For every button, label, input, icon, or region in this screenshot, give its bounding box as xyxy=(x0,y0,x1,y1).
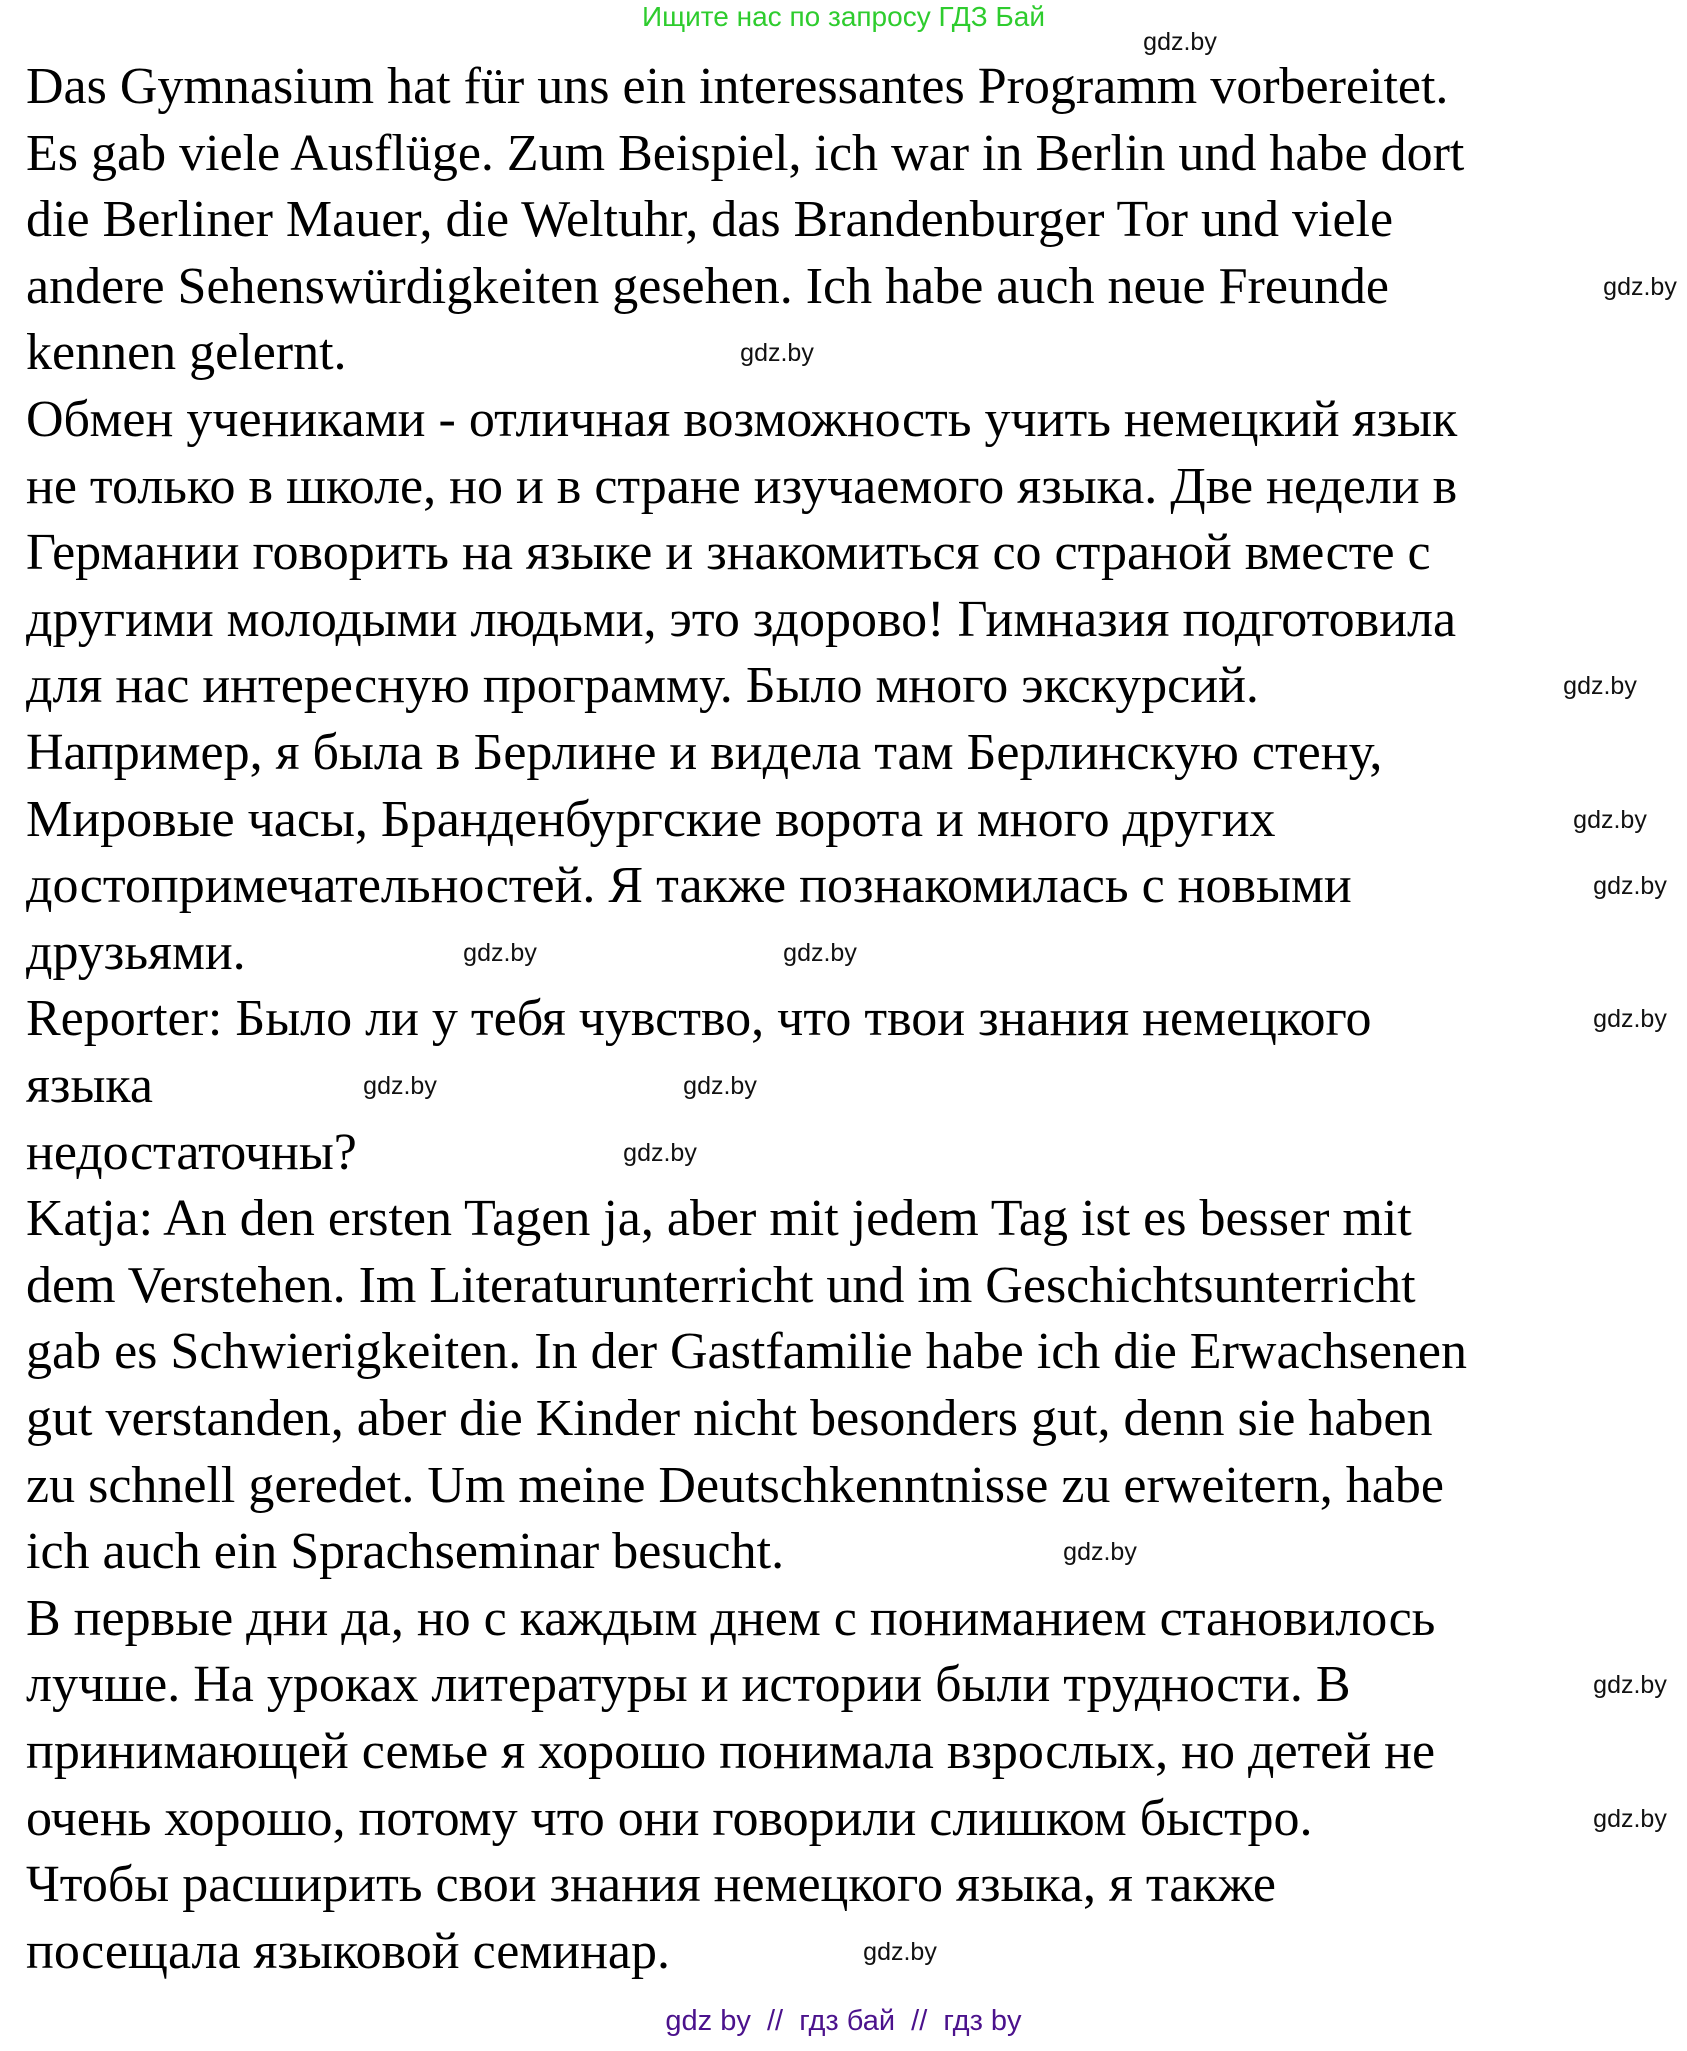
watermark-text: gdz.by xyxy=(463,938,537,967)
text-line: kennen gelernt. xyxy=(26,324,347,382)
text-line: dem Verstehen. Im Literaturunterricht und im Geschichtsunterricht xyxy=(26,1256,1416,1314)
text-line: друзьями. xyxy=(26,923,246,981)
text-line: посещала языковой семинар. xyxy=(26,1922,671,1980)
text-line: zu schnell geredet. Um meine Deutschkenntnisse zu erweitern, habe xyxy=(26,1456,1444,1514)
text-line: gab es Schwierigkeiten. In der Gastfamilie habe ich die Erwachsenen xyxy=(26,1323,1467,1381)
watermark-text: gdz.by xyxy=(1593,1005,1667,1034)
text-line: очень хорошо, потому что они говорили слишком быстро. xyxy=(26,1789,1313,1847)
watermark-text: gdz.by xyxy=(1603,272,1677,301)
watermark-text: gdz.by xyxy=(363,1072,437,1100)
text-line: лучше. На уроках литературы и истории были трудности. В xyxy=(26,1656,1351,1714)
site-footer-links: gdz by // гдз бай // гдз by xyxy=(665,2005,1022,2037)
watermark-text: gdz.by xyxy=(783,938,857,967)
site-header-banner: Ищите нас по запросу ГДЗ Бай xyxy=(641,1,1046,32)
text-line: andere Sehenswürdigkeiten gesehen. Ich habe auch neue Freunde xyxy=(26,257,1389,315)
watermark-text: gdz.by xyxy=(1593,1804,1667,1833)
text-line: Обмен учениками - отличная возможность учить немецкий язык xyxy=(26,391,1458,448)
text-line: Es gab viele Ausflüge. Zum Beispiel, ich war in Berlin und habe dort xyxy=(26,124,1465,182)
text-line: ich auch ein Sprachseminar besucht. xyxy=(26,1523,785,1581)
watermark-text: gdz.by xyxy=(1593,872,1667,901)
text-line: Reporter: Было ли у тебя чувство, что твои знания немецкого xyxy=(26,990,1372,1048)
text-line: принимающей семье я хорошо понимала взрослых, но детей не xyxy=(26,1723,1436,1780)
watermark-text: gdz.by xyxy=(740,339,814,368)
text-line: Katja: An den ersten Tagen ja, aber mit jedem Tag ist es besser mit xyxy=(26,1190,1412,1248)
text-line: Чтобы расширить свои знания немецкого языка, я также xyxy=(26,1856,1276,1914)
text-line: достопримечательностей. Я также познакомилась с новыми xyxy=(26,857,1352,915)
text-line: для нас интересную программу. Было много экскурсий. xyxy=(26,657,1259,715)
text-line: Мировые часы, Бранденбургские ворота и много других xyxy=(26,790,1276,848)
text-line: Германии говорить на языке и знакомиться со страной вместе с xyxy=(26,524,1431,582)
watermark-text: gdz.by xyxy=(1593,1671,1667,1700)
text-line: Das Gymnasium hat für uns ein interessantes Programm vorbereitet. xyxy=(26,58,1449,115)
watermark-text: gdz.by xyxy=(1573,805,1647,834)
watermark-text: gdz.by xyxy=(1143,28,1217,56)
text-line: не только в школе, но и в стране изучаемого языка. Две недели в xyxy=(26,457,1458,515)
text-line: Например, я была в Берлине и видела там Берлинскую стену, xyxy=(26,724,1383,781)
text-line: die Berliner Mauer, die Weltuhr, das Brandenburger Tor und viele xyxy=(26,191,1394,249)
watermark-text: gdz.by xyxy=(623,1138,697,1167)
text-line: языка xyxy=(26,1057,153,1114)
text-line: недостаточны? xyxy=(26,1123,357,1181)
watermark-text: gdz.by xyxy=(863,1937,937,1966)
text-line: другими молодыми людьми, это здорово! Гимназия подготовила xyxy=(26,590,1457,648)
text-line: gut verstanden, aber die Kinder nicht besonders gut, denn sie haben xyxy=(26,1390,1433,1447)
watermark-text: gdz.by xyxy=(1063,1538,1137,1567)
text-line: В первые дни да, но с каждым днем с пониманием становилось xyxy=(26,1589,1436,1647)
watermark-text: gdz.by xyxy=(683,1072,757,1100)
watermark-text: gdz.by xyxy=(1563,672,1637,701)
